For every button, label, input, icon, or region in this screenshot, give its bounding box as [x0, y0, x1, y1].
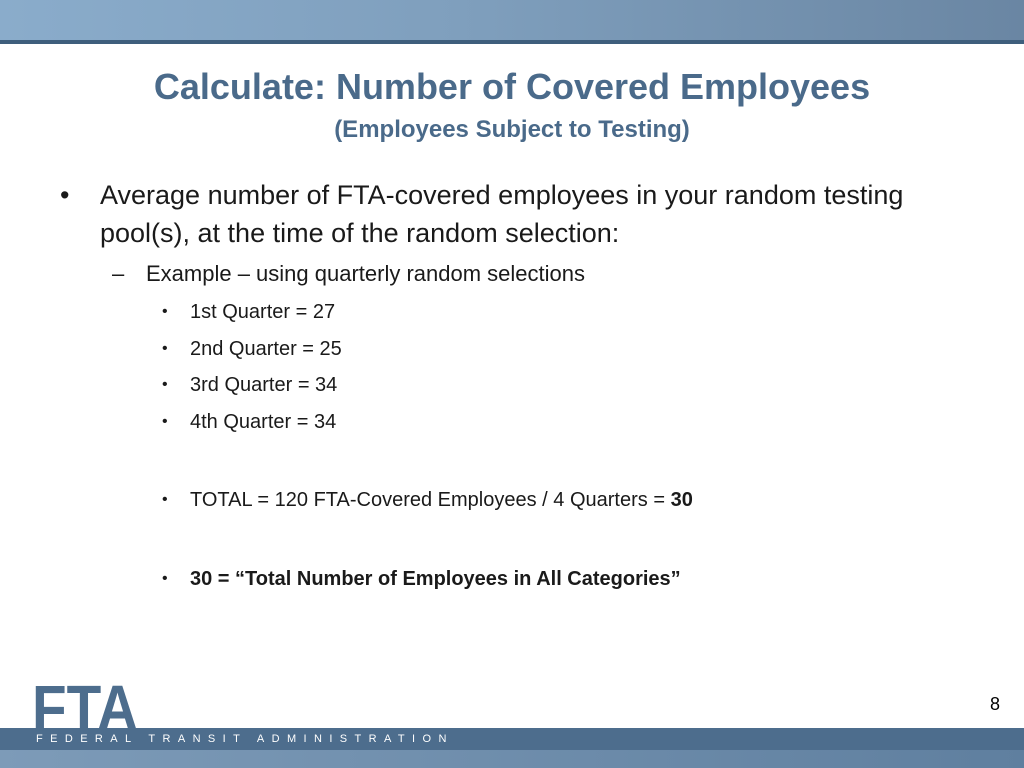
bullet-dot-icon: •: [162, 376, 168, 393]
total-text: [190, 489, 693, 511]
dash-icon: –: [112, 261, 125, 286]
bullet-dot-icon: •: [60, 180, 70, 210]
footer-strip: [0, 750, 1024, 768]
quarter-text: 2nd Quarter = 25: [190, 338, 342, 360]
header-rule: [0, 40, 1024, 44]
bullet-dot-icon: •: [162, 413, 168, 430]
quarter-item: [162, 298, 335, 326]
fta-logo: [32, 678, 142, 732]
quarter-item: [162, 335, 342, 363]
bullet-dot-icon: •: [162, 340, 168, 357]
quarter-text: 4th Quarter = 34: [190, 411, 337, 433]
total-value: 30: [670, 489, 693, 511]
total-prefix: TOTAL = 120 FTA-Covered Employees / 4 Quarters =: [190, 489, 671, 511]
quarter-item: [162, 371, 337, 399]
bullet-dot-icon: •: [162, 491, 168, 508]
total-item: [162, 486, 693, 514]
conclusion-text: 30 = “Total Number of Employees in All Categories”: [190, 568, 681, 590]
main-bullet-text: Average number of FTA-covered employees in your random testing pool(s), at the time of the random selection:: [100, 180, 904, 248]
logo-tagline: FEDERAL TRANSIT ADMINISTRATION: [36, 733, 454, 745]
quarter-text: 1st Quarter = 27: [190, 301, 336, 323]
quarter-item: [162, 408, 336, 436]
bullet-dot-icon: •: [162, 303, 168, 320]
sub-bullet-text: Example – using quarterly random selections: [146, 261, 586, 286]
sub-bullet: [112, 258, 585, 290]
slide-subtitle: (Employees Subject to Testing): [334, 116, 690, 143]
page-number: 8: [989, 694, 1000, 714]
header-band: [0, 0, 1024, 40]
bullet-dot-icon: •: [162, 570, 168, 587]
quarter-text: 3rd Quarter = 34: [190, 374, 338, 396]
main-bullet: [60, 176, 980, 252]
logo-text: FTA: [32, 678, 138, 732]
conclusion-item: [162, 565, 681, 593]
slide-title: Calculate: Number of Covered Employees: [153, 66, 871, 107]
